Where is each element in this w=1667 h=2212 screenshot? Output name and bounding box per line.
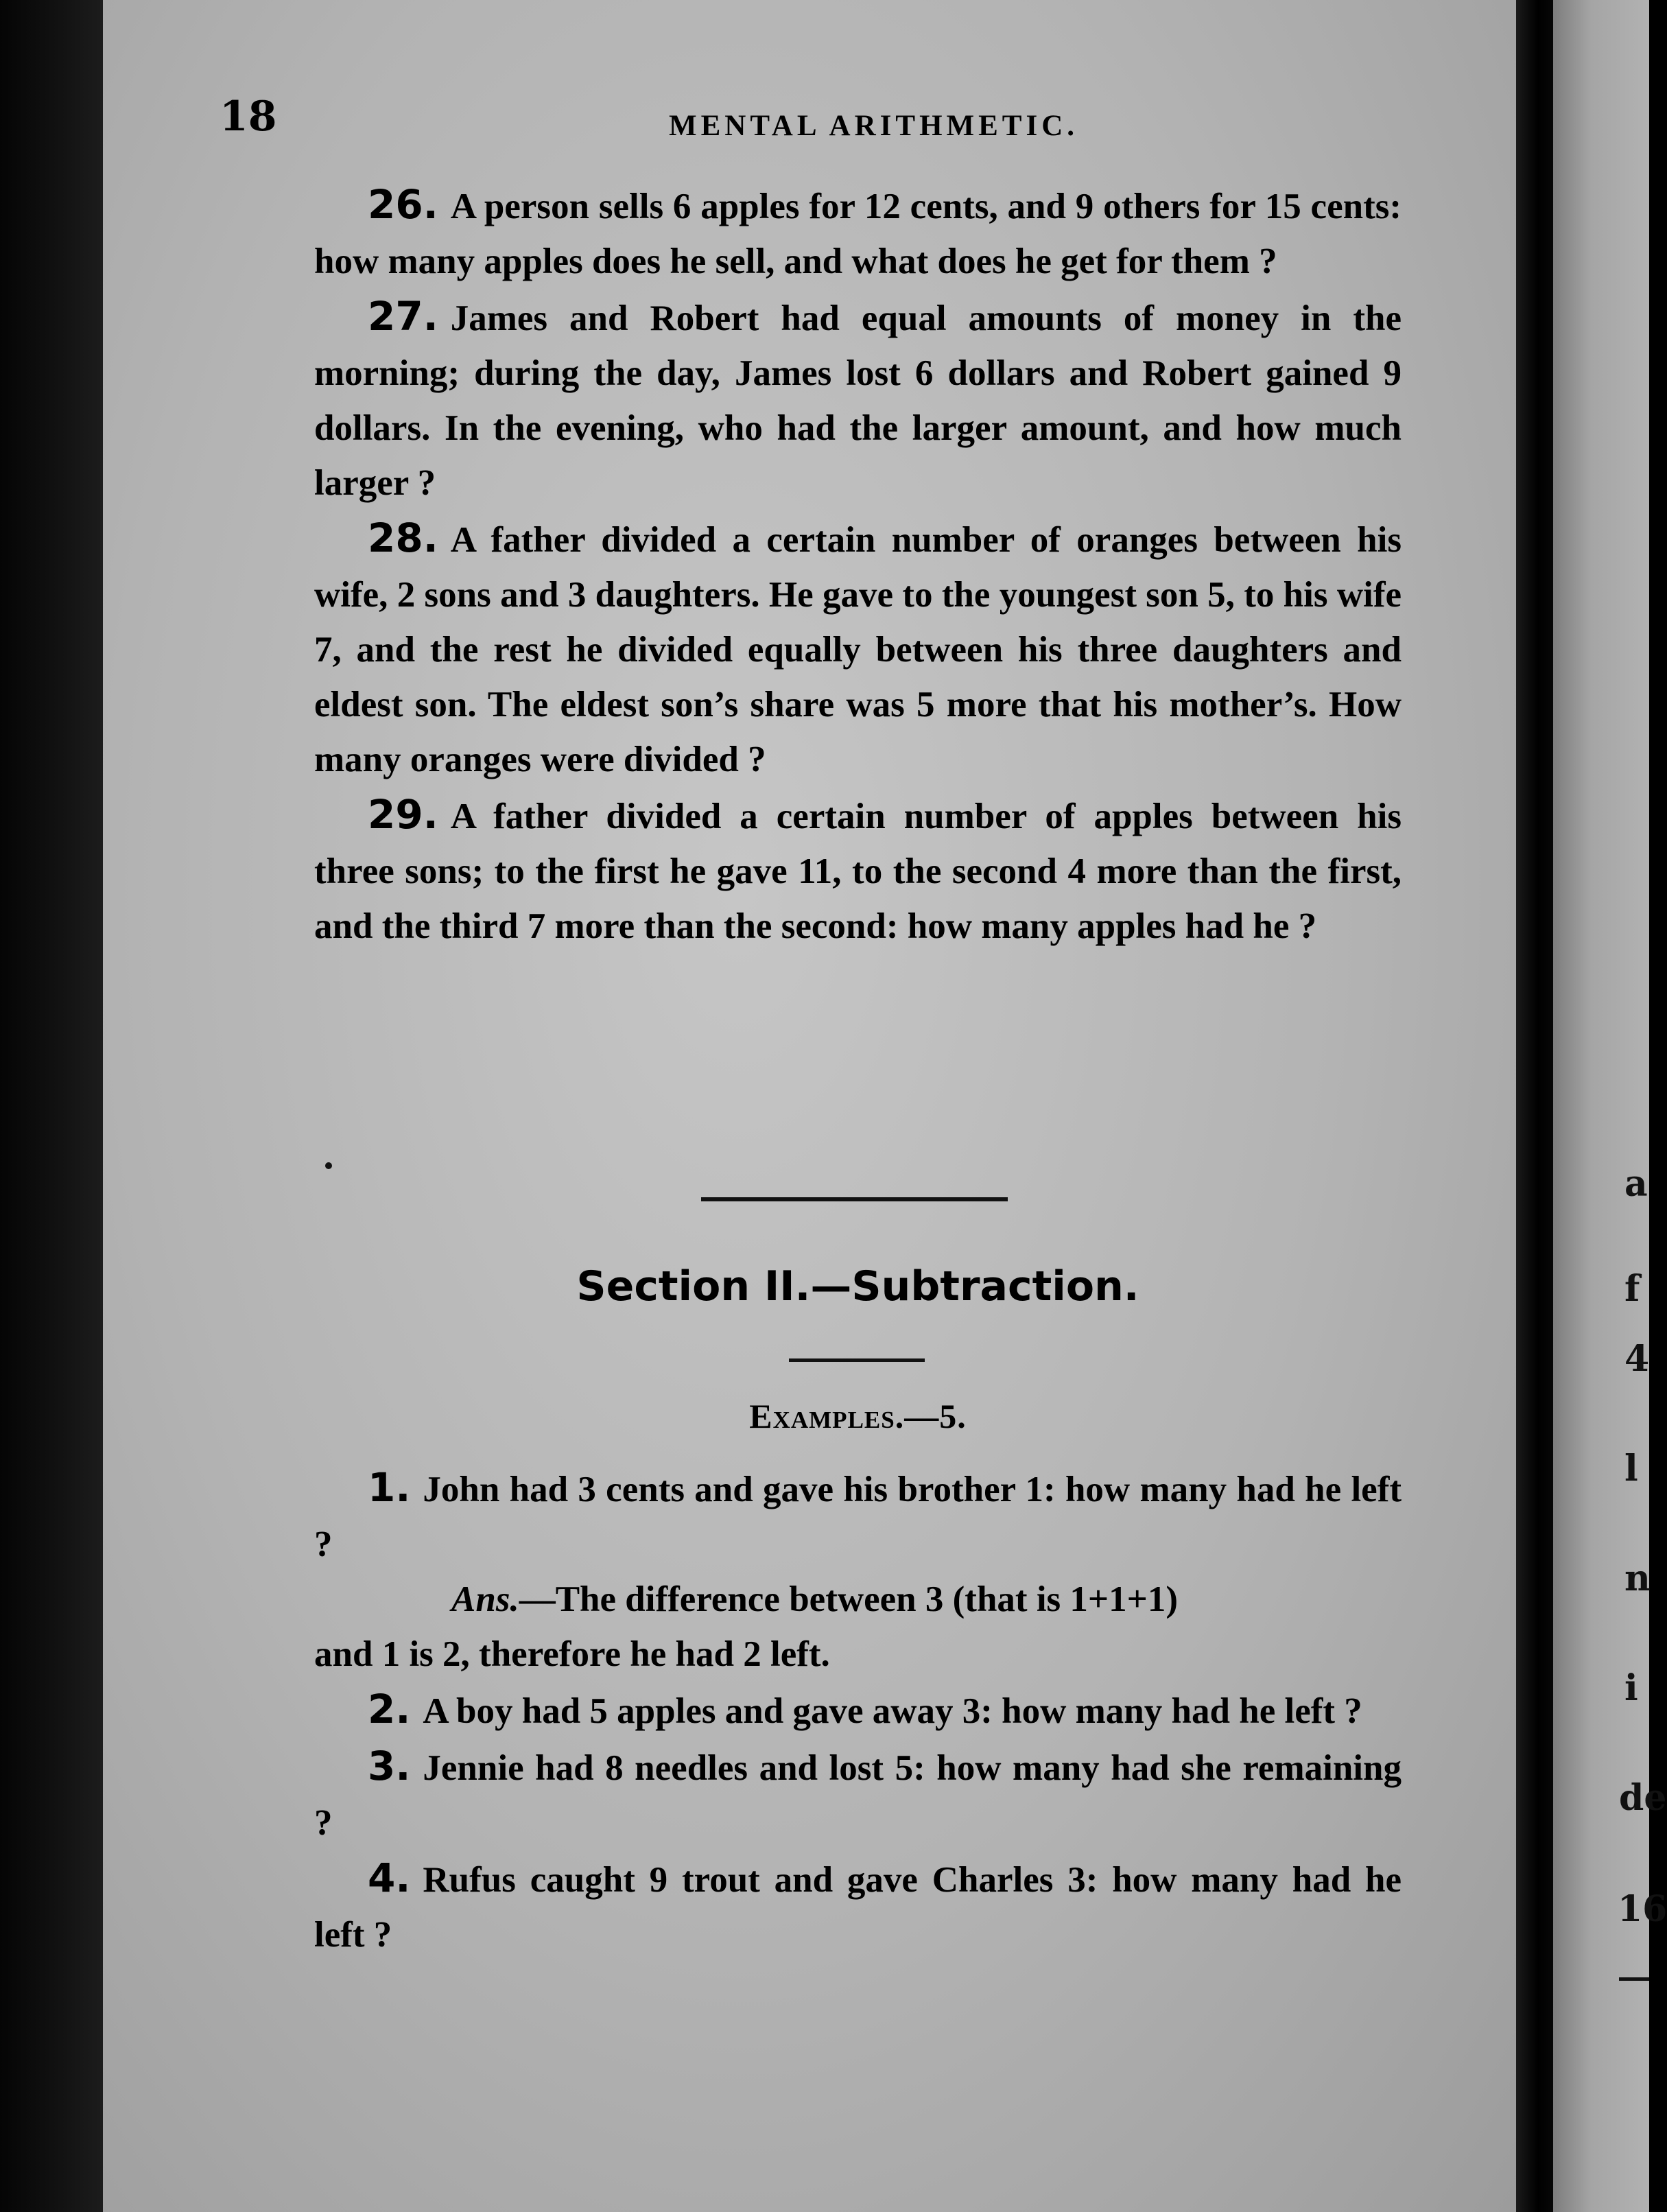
problem-text: A father divided a certain number of oranges between his wife, 2 sons and 3 daughters. He gave to the youngest son 5, to his wife 7, and the rest he divided equally between his three daughters and eldest son. The eldest son’s share was 5 more that his mother’s. How many oranges were divided ? bbox=[314, 520, 1402, 779]
example-text: Jennie had 8 needles and lost 5: how many had she remaining ? bbox=[314, 1748, 1402, 1843]
left-book-edge bbox=[0, 0, 103, 2212]
problem-27 bbox=[314, 289, 1402, 510]
adjacent-page-edge bbox=[1553, 0, 1667, 2212]
examples-heading: Examples.—5. bbox=[749, 1397, 967, 1435]
page-number: 18 bbox=[220, 93, 277, 141]
next-page-fragment: 16 bbox=[1618, 1888, 1667, 1930]
example-3 bbox=[314, 1739, 1402, 1850]
problem-text: A father divided a certain number of apples between his three sons; to the first he gave 11, to the second 4 more than the first, and the third 7 more than the second: how many apples had he ? bbox=[314, 797, 1402, 946]
next-page-fragment: de bbox=[1619, 1777, 1667, 1819]
example-text: A boy had 5 apples and gave away 3: how many had he left ? bbox=[423, 1691, 1362, 1731]
example-2 bbox=[314, 1682, 1402, 1739]
problem-number: 27. bbox=[368, 293, 438, 340]
next-page-fragment: f bbox=[1624, 1268, 1640, 1310]
subtraction-examples bbox=[314, 1460, 1402, 1962]
answer-continuation: and 1 is 2, therefore he had 2 left. bbox=[314, 1634, 830, 1674]
ink-speck bbox=[325, 1162, 332, 1169]
next-page-fragment: n bbox=[1624, 1557, 1651, 1599]
problem-number: 29. bbox=[368, 791, 438, 838]
running-title: MENTAL ARITHMETIC. bbox=[669, 110, 1078, 142]
example-1 bbox=[314, 1460, 1402, 1572]
next-page-fragment: a bbox=[1624, 1163, 1648, 1205]
problem-number: 28. bbox=[368, 515, 438, 561]
answer-text: —The difference between 3 (that is 1+1+1) bbox=[519, 1579, 1178, 1619]
example-text: John had 3 cents and gave his brother 1: how many had he left ? bbox=[314, 1470, 1402, 1564]
problem-29 bbox=[314, 787, 1402, 954]
problem-number: 26. bbox=[368, 181, 438, 228]
section-short-rule bbox=[789, 1358, 925, 1362]
next-page-fragment: i bbox=[1624, 1667, 1638, 1709]
example-number: 3. bbox=[368, 1743, 411, 1789]
problem-text: A person sells 6 apples for 12 cents, and 9 others for 15 cents: how many apples does he sell, and what does he get for them ? bbox=[314, 187, 1402, 281]
problem-text: James and Robert had equal amounts of money in the morning; during the day, James lost 6 dollars and Robert gained 9 dollars. In the evening, who had the larger amount, and how much larger ? bbox=[314, 298, 1402, 503]
problem-28 bbox=[314, 510, 1402, 787]
book-gutter bbox=[1516, 0, 1553, 2212]
next-page-fragment: 4 bbox=[1624, 1338, 1650, 1380]
example-4 bbox=[314, 1850, 1402, 1962]
problem-26 bbox=[314, 177, 1402, 289]
section-divider-rule bbox=[701, 1197, 1008, 1201]
problems-26-29 bbox=[314, 177, 1402, 954]
example-number: 4. bbox=[368, 1855, 411, 1901]
example-number: 2. bbox=[368, 1686, 411, 1732]
example-text: Rufus caught 9 trout and gave Charles 3: how many had he left ? bbox=[314, 1860, 1402, 1955]
answer-label: Ans. bbox=[451, 1579, 519, 1619]
page-header bbox=[220, 93, 1386, 141]
section-title: Section II.—Subtraction. bbox=[576, 1262, 1139, 1310]
answer-line bbox=[314, 1572, 1402, 1627]
next-page-rule bbox=[1619, 1977, 1649, 1981]
next-page-fragment: l bbox=[1624, 1448, 1638, 1490]
example-number: 1. bbox=[368, 1464, 411, 1511]
